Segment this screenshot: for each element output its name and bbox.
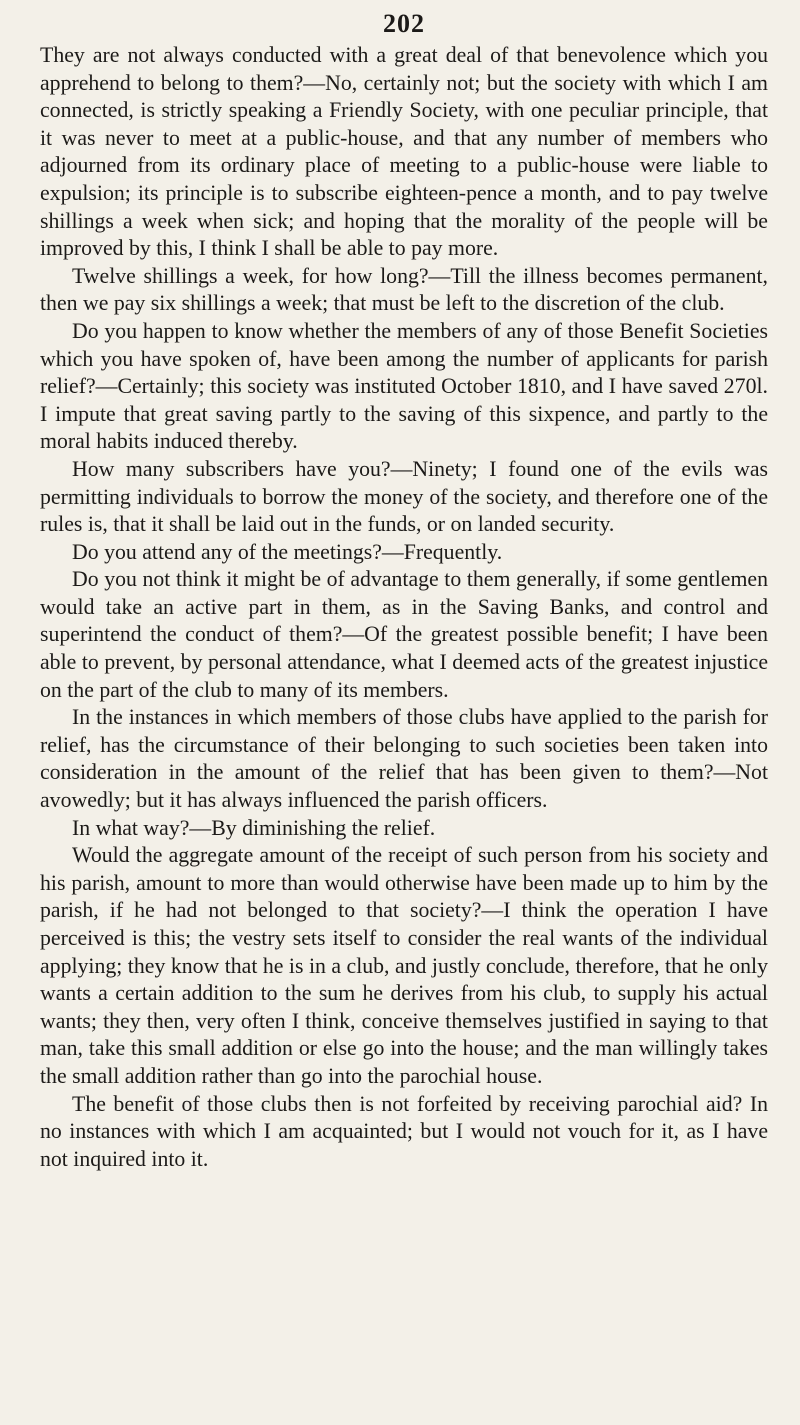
paragraph: Do you not think it might be of advantage to them generally, if some gentlemen would take an active part in them, as in the Saving Banks, and control and superintend the conduct of them?—Of the greatest possible benefit; I have been able to prevent, by personal attendance, what I deemed acts of the greatest injustice on the part of the club to many of its members.: [40, 567, 768, 702]
paragraph: How many subscribers have you?—Ninety; I found one of the evils was permitting individuals to borrow the money of the society, and therefore one of the rules is, that it shall be laid out in the funds, or on landed security.: [40, 456, 768, 537]
paragraph: They are not always conducted with a great deal of that benevolence which you apprehend to belong to them?—No, certainly not; but the society with which I am connected, is strictly speaking a Friendly Society, with one peculiar principle, that it was never to meet at a public-house, and that any number of members who adjourned from its ordinary place of meeting to a public-house were liable to expulsion; its principle is to subscribe eighteen-pence a month, and to pay twelve shillings a week when sick; and hoping that the morality of the people will be improved by this, I think I shall be able to pay more.: [40, 43, 768, 261]
paragraph: Would the aggregate amount of the receipt of such person from his society and his parish, amount to more than would otherwise have been made up to him by the parish, if he had not belonged to that society?—I think the operation I have perceived is this; the vestry sets itself to consider the real wants of the individual applying; they know that he is in a club, and justly conclude, therefore, that he only wants a certain addition to the sum he derives from his club, to supply his actual wants; they then, very often I think, conceive themselves justified in saying to that man, take this small addition or else go into the house; and the man willingly takes the small addition rather than go into the parochial house.: [40, 843, 768, 1088]
paragraph: Twelve shillings a week, for how long?—Till the illness becomes permanent, then we pay six shillings a week; that must be left to the discretion of the club.: [40, 263, 768, 316]
paragraph: In what way?—By diminishing the relief.: [72, 815, 436, 840]
paragraph: In the instances in which members of those clubs have applied to the parish for relief, has the circumstance of their belonging to such societies been taken into consideration in the amount of the relief that has been given to them?—Not avowedly; but it has always influenced the parish officers.: [40, 705, 768, 813]
paragraph: Do you happen to know whether the members of any of those Benefit Societies which you have spoken of, have been among the number of applicants for parish relief?—Certainly; this society was instituted October 1810, and I have saved 270l. I impute that great saving partly to the saving of this sixpence, and partly to the moral habits induced thereby.: [40, 318, 768, 454]
page-number: 202: [383, 9, 425, 38]
paragraph: The benefit of those clubs then is not forfeited by receiving parochial aid? In no instances with which I am acquainted; but I would not vouch for it, as I have not inquired into it.: [40, 1091, 768, 1171]
paragraph: Do you attend any of the meetings?—Frequently.: [72, 539, 503, 564]
page-body: [40, 42, 768, 1173]
